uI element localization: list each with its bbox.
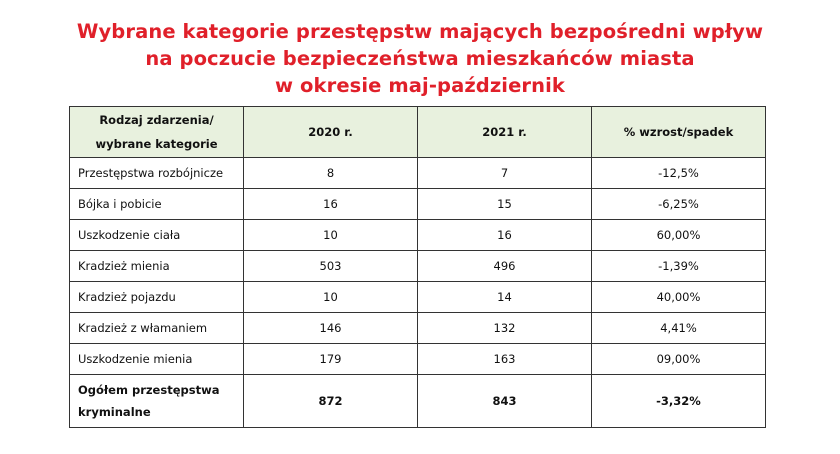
row-2021: 16 [418,220,592,251]
row-2020: 146 [244,313,418,344]
table-total-row [70,375,766,428]
table-row [70,313,766,344]
total-change: -3,32% [592,375,766,428]
row-2020: 503 [244,251,418,282]
row-category: Uszkodzenie mienia [70,344,244,375]
row-change: -12,5% [592,158,766,189]
row-2020: 16 [244,189,418,220]
row-change: -1,39% [592,251,766,282]
total-2020: 872 [244,375,418,428]
row-change: 4,41% [592,313,766,344]
header-change: % wzrost/spadek [592,107,766,158]
row-change: 40,00% [592,282,766,313]
header-category-line-2: wybrane kategorie [95,137,218,151]
page-title [0,18,840,99]
row-2021: 15 [418,189,592,220]
row-2021: 14 [418,282,592,313]
row-category: Kradzież pojazdu [70,282,244,313]
row-change: 60,00% [592,220,766,251]
title-line-3: w okresie maj-październik [275,74,565,97]
table-row [70,189,766,220]
title-line-2: na poczucie bezpieczeństwa mieszkańców miasta [145,47,695,70]
header-2021: 2021 r. [418,107,592,158]
row-change: -6,25% [592,189,766,220]
row-2021: 163 [418,344,592,375]
row-category: Kradzież mienia [70,251,244,282]
table-row [70,251,766,282]
table-row [70,344,766,375]
total-category [70,375,244,428]
crime-statistics-table [69,106,766,428]
row-2020: 179 [244,344,418,375]
row-category: Kradzież z włamaniem [70,313,244,344]
table-row [70,158,766,189]
row-2021: 7 [418,158,592,189]
row-category: Uszkodzenie ciała [70,220,244,251]
row-2021: 496 [418,251,592,282]
title-line-1: Wybrane kategorie przestępstw mających bezpośredni wpływ [76,20,764,43]
total-2021: 843 [418,375,592,428]
row-category: Przestępstwa rozbójnicze [70,158,244,189]
header-category-line-1: Rodzaj zdarzenia/ [99,113,214,127]
row-2020: 10 [244,282,418,313]
header-2020: 2020 r. [244,107,418,158]
row-2020: 10 [244,220,418,251]
row-category: Bójka i pobicie [70,189,244,220]
table-row [70,282,766,313]
table-header-row [70,107,766,158]
total-category-line-1: Ogółem przestępstwa [78,383,220,397]
row-2021: 132 [418,313,592,344]
header-category [70,107,244,158]
row-2020: 8 [244,158,418,189]
row-change: 09,00% [592,344,766,375]
total-category-line-2: kryminalne [78,405,151,419]
table-row [70,220,766,251]
